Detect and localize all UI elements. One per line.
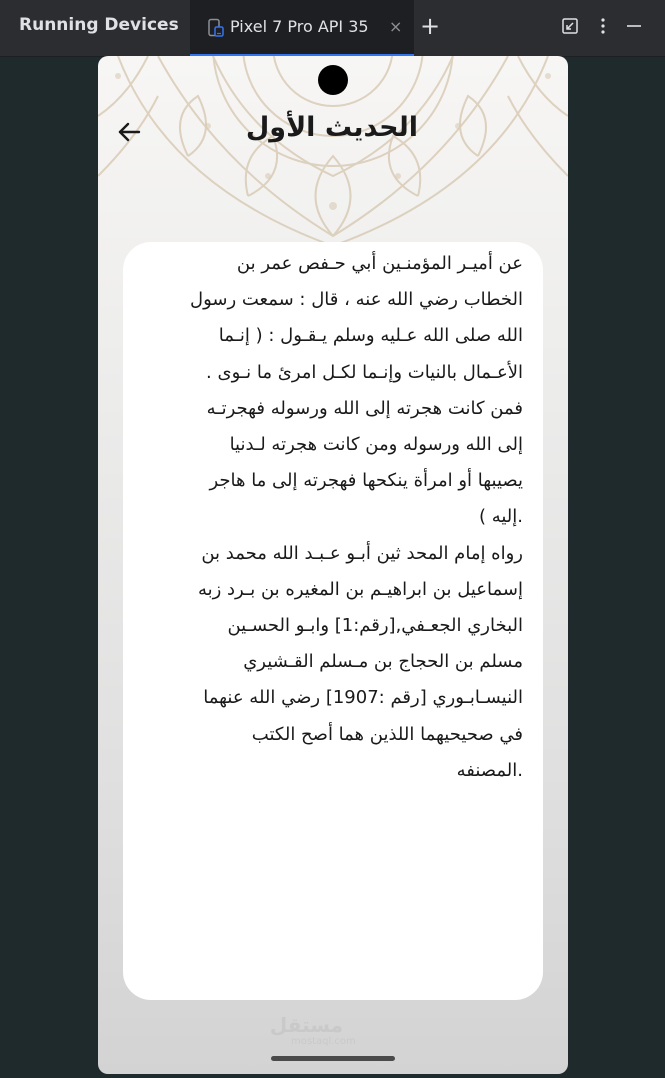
phone-screen <box>98 56 568 1074</box>
device-phone-icon <box>206 18 224 38</box>
watermark-arabic: مستقل <box>269 1013 343 1037</box>
close-icon[interactable]: × <box>389 17 403 36</box>
watermark-logo <box>269 1013 356 1048</box>
tab-pixel-7-pro[interactable] <box>190 0 414 56</box>
add-tab-button[interactable]: + <box>420 12 441 40</box>
minimize-icon[interactable] <box>625 17 643 35</box>
camera-cutout <box>318 65 348 95</box>
home-indicator[interactable] <box>271 1056 395 1061</box>
page-title: الحديث الأول <box>245 112 418 143</box>
tab-label: Pixel 7 Pro API 35 <box>230 17 369 36</box>
watermark-url: mostaql.com <box>291 1036 356 1047</box>
resize-icon[interactable] <box>561 17 579 35</box>
ide-toolbar <box>0 0 665 57</box>
more-vertical-icon[interactable] <box>594 17 612 35</box>
hadith-card <box>123 242 543 1000</box>
hadith-text: عن أميـر المؤمنـين أبي حـفص عمر بن الخطاب رضي الله عنه ، قال : سمعت رسول الله صلى الله عـليه وسلم يـقـول : ( إنـما الأعـمال بالنيات وإنـما لكـل امرئ ما نـوى . فمن كانت هجرته إلى الله ورسوله فهجرتـه إلى الله ورسوله ومن كانت هجرته لـدنيا يصيبها أو امرأة ينكحها فهجرته إلى ما هاجر .إليه ) رواه إمام المحد ثين أبـو عـبـد الله محمد بن إسماعيل بن ابراهيـم بن المغيره بن بـرد زبه البخاري الجعـفي,[رقم:1] وابـو الحسـين مسلم بن الحجاج بن مـسلم القـشيري النيسـابـوري [رقم :1907] رضي الله عنهما في صحيحيهما اللذين هما أصح الكتب .المصنفه <box>189 253 523 781</box>
panel-title: Running Devices <box>19 15 179 35</box>
arrow-back-icon[interactable] <box>116 118 144 146</box>
